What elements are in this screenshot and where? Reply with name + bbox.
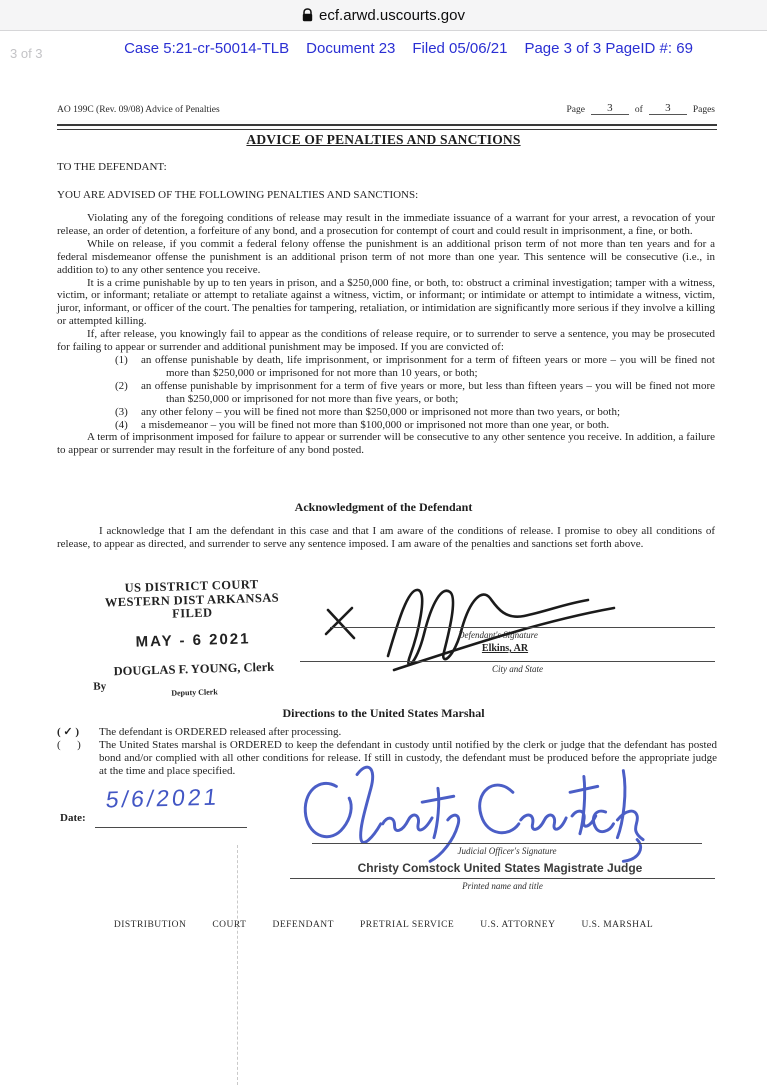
marshal-heading: Directions to the United States Marshal: [282, 706, 485, 720]
total-pages: 3: [649, 103, 687, 115]
defendant-signature-ink: [296, 572, 626, 684]
stamp-district: WESTERN DIST ARKANSAS: [104, 590, 280, 609]
defendant-signature-label: Defendant's Signature: [458, 630, 538, 640]
paragraph: If, after release, you knowingly fail to appear as the conditions of release require, or to surrender to serve a sentence, you may be prosecuted for failing to appear or surrender and additional punishment may be imposed. If you are convicted of:: [57, 328, 715, 354]
offense-item: [115, 406, 715, 419]
form-id: AO 199C (Rev. 09/08) Advice of Penalties: [57, 105, 220, 115]
offense-number: (4): [115, 418, 128, 431]
handwritten-date: 5/6/2021: [104, 783, 222, 813]
case-header-line: [70, 40, 747, 57]
distribution-item: U.S. ATTORNEY: [480, 920, 556, 930]
acknowledgment-text: I acknowledge that I am the defendant in this case and that I am aware of the conditions of release. I promise to obey all conditions of release, to appear as directed, and surrender to serve any sentence imposed. I am aware of the penalties and sanctions set forth above.: [57, 525, 715, 550]
stamp-by-label: By: [93, 679, 107, 693]
city-state-line: [300, 661, 715, 662]
court-filed-stamp: [84, 577, 301, 699]
city-state-value: Elkins, AR: [481, 643, 529, 654]
stamp-clerk-name: DOUGLAS F. YOUNG, Clerk: [113, 659, 275, 678]
offense-item: [115, 380, 715, 406]
offense-number: (1): [115, 353, 128, 366]
penalties-body: [57, 212, 715, 457]
printed-name-label: Printed name and title: [462, 881, 543, 891]
offense-number: (2): [115, 379, 128, 392]
distribution-item: DISTRIBUTION: [113, 920, 187, 930]
page-label: Page: [566, 105, 585, 115]
defendant-signature-line: [330, 627, 715, 628]
judicial-signature-label: Judicial Officer's Signature: [457, 846, 557, 856]
browser-url: ecf.arwd.uscourts.gov: [319, 6, 465, 24]
offense-number: (3): [115, 405, 128, 418]
stamp-deputy-label: Deputy Clerk: [171, 686, 218, 698]
distribution-item: COURT: [212, 920, 247, 930]
distribution-item: DEFENDANT: [272, 920, 334, 930]
form-page-count: [566, 103, 715, 115]
browser-address-bar[interactable]: [0, 0, 767, 31]
filed-date: Filed 05/06/21: [412, 40, 508, 57]
document-title: ADVICE OF PENALTIES AND SANCTIONS: [246, 132, 521, 147]
stamp-date: MAY - 6 2021: [135, 629, 251, 651]
lock-icon: [302, 8, 313, 22]
checklist-text: The United States marshal is ORDERED to keep the defendant in custody until notified by the clerk or judge that the defendant has posted bond and/or complied with all other conditions for release. If still in custody, the defendant must be produced before the appropriate judge at the time and place specified.: [99, 739, 717, 777]
document-page: [0, 75, 767, 1024]
pageid: Page 3 of 3 PageID #: 69: [524, 40, 693, 57]
offense-text: an offense punishable by imprisonment for a term of five years or more, but less than fifteen years – you will be fined not more than $250,000 or imprisoned for not more than five years, or both;: [141, 379, 715, 405]
paragraph: Violating any of the foregoing conditions of release may result in the immediate issuance of a warrant for your arrest, a revocation of your release, an order of detention, a forfeiture of any bond, and a prosecution for contempt of court and could result in imprisonment, a fine, or both.: [57, 212, 715, 237]
offense-text: any other felony – you will be fined not more than $250,000 or imprisoned not more than two years, or both;: [141, 405, 621, 418]
stamp-court: US DISTRICT COURT: [124, 577, 259, 595]
offense-list: [115, 354, 715, 431]
stamp-filed: FILED: [171, 605, 213, 621]
scan-crease: [237, 845, 238, 1085]
acknowledgment-heading: Acknowledgment of the Defendant: [294, 500, 473, 514]
city-state-label: City and State: [492, 664, 543, 674]
distribution-item: U.S. MARSHAL: [581, 920, 654, 930]
distribution-row: [0, 920, 767, 930]
paragraph: It is a crime punishable by up to ten years in prison, and a $250,000 fine, or both, to: obstruct a criminal investigation; tamper with a witness, victim, or informant; retaliate or attempt to retaliate against a witness, victim, or informant; or intimidate or attempt to intimidate a witness, victim, juror, informant, or officer of the court. The penalties for tampering, retaliation, or intimidation are significantly more serious if they involve a killing or attempted killing.: [57, 276, 715, 328]
form-header-row: [57, 103, 715, 115]
offense-text: an offense punishable by death, life imprisonment, or imprisonment for a term of fifteen years or more – you will be fined not more than $250,000 or imprisoned for not more than 10 years, or both;: [141, 353, 715, 379]
checklist-text: The defendant is ORDERED released after processing.: [99, 726, 342, 738]
date-label: Date:: [60, 812, 86, 824]
date-line: [95, 827, 247, 828]
checkbox-checked: ( ✓ ): [57, 726, 80, 738]
checklist-item: [57, 726, 717, 739]
printed-name-line: [290, 878, 715, 879]
closing-paragraph: A term of imprisonment imposed for failure to appear or surrender will be consecutive to any other sentence you receive. In addition, a failure to appear or surrender may result in the forfeiture of any bond posted.: [57, 431, 715, 457]
paragraph: While on release, if you commit a federal felony offense the punishment is an additional prison term of not more than ten years and for a federal misdemeanor offense the punishment is an additional prison term of not more than one year. This sentence will be consecutive (i.e., in addition to) to any other sentence you receive.: [57, 237, 715, 276]
advisory-line: YOU ARE ADVISED OF THE FOLLOWING PENALTIES AND SANCTIONS:: [57, 189, 419, 201]
header-rule: [57, 124, 717, 130]
pdf-page-indicator: 3 of 3: [10, 46, 43, 61]
offense-item: [115, 419, 715, 432]
pdf-header-strip: [0, 31, 767, 75]
checkbox-empty: ( ): [57, 739, 81, 751]
judicial-printed-name: Christy Comstock United States Magistrate Judge: [357, 861, 643, 875]
offense-item: [115, 354, 715, 380]
case-number: Case 5:21-cr-50014-TLB: [124, 40, 290, 57]
distribution-item: PRETRIAL SERVICE: [359, 920, 455, 930]
offense-text: a misdemeanor – you will be fined not more than $100,000 or imprisoned not more than one year, or both.: [141, 418, 610, 431]
pages-label: Pages: [692, 105, 715, 115]
of-label: of: [634, 105, 643, 115]
judicial-signature-line: [312, 843, 702, 844]
salutation: TO THE DEFENDANT:: [57, 161, 167, 173]
page-number: 3: [591, 103, 629, 115]
document-number: Document 23: [306, 40, 396, 57]
